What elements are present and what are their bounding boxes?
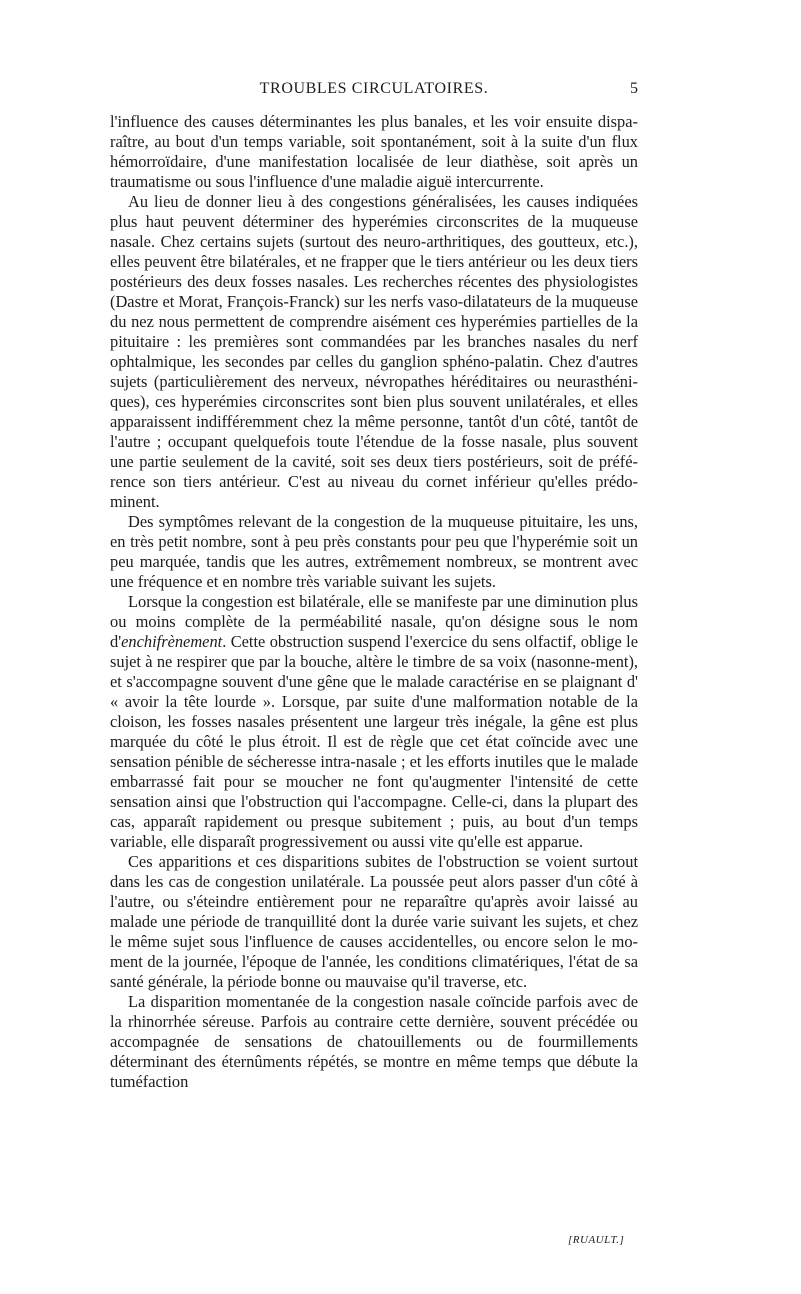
printer-signature-mark: [RUAULT.] bbox=[568, 1234, 625, 1246]
paragraph-4-text-before: Lorsque la congestion est bilatérale, elle se manifeste par une diminution plus ou moins complète de la perméabilité nasale, qu'on désigne sous le nom d' bbox=[110, 592, 638, 651]
running-title: TROUBLES CIRCULATOIRES. bbox=[259, 80, 489, 97]
paragraph-3: Des symptômes relevant de la congestion de la muqueuse pituitaire, les uns, en très petit nombre, sont à peu près constants pour peu que l'hyperémie soit un peu marquée, tandis que les autres, extrêmement nombreux, se montrent avec une fréquence et en nombre très variable suivant les sujets. bbox=[110, 512, 638, 591]
term-enchifrenement: enchifrènement bbox=[121, 632, 223, 651]
paragraph-5: Ces apparitions et ces disparitions subites de l'obstruction se voient surtout dans les cas de congestion unilatérale. La poussée peut alors passer d'un côté à l'autre, ou s'éteindre entièrement pour ne reparaître qu'après avoir laissé au malade une période de tranquillité dont la durée varie suivant les sujets, et chez le même sujet sous l'influence de causes accidentelles, ou encore selon le mo-ment de la journée, l'époque de l'année, les conditions climatériques, l'état de sa santé générale, la période bonne ou mauvaise qu'il traverse, etc. bbox=[110, 852, 638, 991]
paragraph-4 bbox=[110, 592, 638, 852]
paragraph-2: Au lieu de donner lieu à des congestions généralisées, les causes indiquées plus haut peuvent déterminer des hyperémies circonscrites de la muqueuse nasale. Chez certains sujets (surtout des neuro-arthritiques, des goutteux, etc.), elles peuvent être bilatérales, et ne frapper que le tiers antérieur ou les deux tiers postérieurs des deux fosses nasales. Les recherches récentes des physiologistes (Dastre et Morat, François-Franck) sur les nerfs vaso-dilatateurs de la muqueuse du nez nous permettent de comprendre aisément ces hyperémies partielles de la pituitaire : les premières sont commandées par les branches nasales du nerf ophtalmique, les secondes par celles du ganglion sphéno-palatin. Chez d'autres sujets (particulièrement des nerveux, névropathes héréditaires ou neurasthéni-ques), ces hyperémies circonscrites sont bien plus souvent unilatérales, et elles apparaissent indifféremment chez la même personne, tantôt d'un côté, tantôt de l'autre ; occupant quelquefois toute l'étendue de la fosse nasale, plus souvent une partie seulement de la cavité, soit ses deux tiers postérieurs, soit de préfé-rence son tiers antérieur. C'est au niveau du cornet inférieur qu'elles prédo-minent. bbox=[110, 192, 638, 511]
body-text bbox=[110, 112, 638, 1092]
paragraph-1: l'influence des causes déterminantes les plus banales, et les voir ensuite dispa-raître, au bout d'un temps variable, soit spontanément, soit à la suite d'un flux hémorroïdaire, d'une manifestation localisée de leur diathèse, soit après un traumatisme ou sous l'influence d'une maladie aiguë intercurrente. bbox=[110, 112, 638, 191]
paragraph-4-text-after: . Cette obstruction suspend l'exercice du sens olfactif, oblige le sujet à ne respirer que par la bouche, altère le timbre de sa voix (nasonne-ment), et s'accompagne souvent d'une gêne que le malade caractérise en se plaignant d' « avoir la tête lourde ». Lorsque, par suite d'une malformation notable de la cloison, les fosses nasales présentent une largeur très inégale, la gêne est plus marquée du côté le plus étroit. Il est de règle que cet état coïncide avec une sensation pénible de sécheresse intra-nasale ; et les efforts inutiles que le malade embarrassé fait pour se moucher ne font qu'augmenter l'intensité de cette sensation ainsi que l'obstruction qui l'accompagne. Celle-ci, dans la plupart des cas, apparaît rapidement ou presque subitement ; puis, au bout d'un temps variable, elle disparaît progressivement ou aussi vite qu'elle est apparue. bbox=[110, 632, 638, 851]
paragraph-6: La disparition momentanée de la congestion nasale coïncide parfois avec de la rhinorrhée séreuse. Parfois au contraire cette dernière, souvent précédée ou accompagnée de sensations de chatouillements ou de fourmillements déterminant des éternûments répétés, se montre en même temps que débute la tuméfaction bbox=[110, 992, 638, 1091]
page-header bbox=[110, 80, 638, 106]
page-number: 5 bbox=[630, 80, 638, 97]
